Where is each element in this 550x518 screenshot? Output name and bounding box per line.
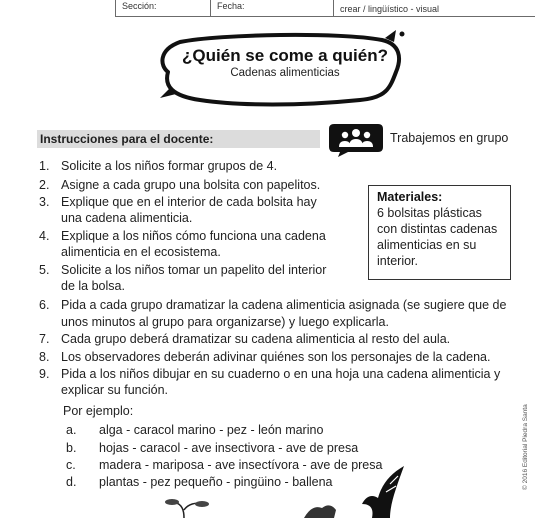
eagle-illustration [360,464,406,518]
page-title: ¿Quién se come a quién? [182,46,388,65]
page-subtitle: Cadenas alimenticias [230,67,340,79]
materials-line: 6 bolsitas plásticas [377,206,482,220]
materials-line: con distintas cadenas [377,222,498,236]
group-work-label: Trabajemos en grupo [390,131,509,145]
date-label: Fecha: [217,1,245,11]
materials-box [368,185,511,280]
form-divider [115,0,116,16]
materials-title: Materiales: [377,190,443,204]
section-label: Sección: [122,1,157,11]
plant-illustration [160,496,210,518]
bird-illustration [300,500,340,518]
intelligences-text: crear / lingüístico - visual [340,4,440,14]
form-strip-rule [115,16,535,17]
examples-intro: Por ejemplo: [63,404,134,418]
form-divider [210,0,211,16]
instructions-header: Instrucciones para el docente: [37,130,320,148]
copyright-text: © 2016 Editorial Piedra Santa [522,404,529,490]
form-divider [333,0,334,16]
materials-line: alimenticias en su [377,238,477,252]
materials-line: interior. [377,254,418,268]
group-people-icon [328,122,384,158]
